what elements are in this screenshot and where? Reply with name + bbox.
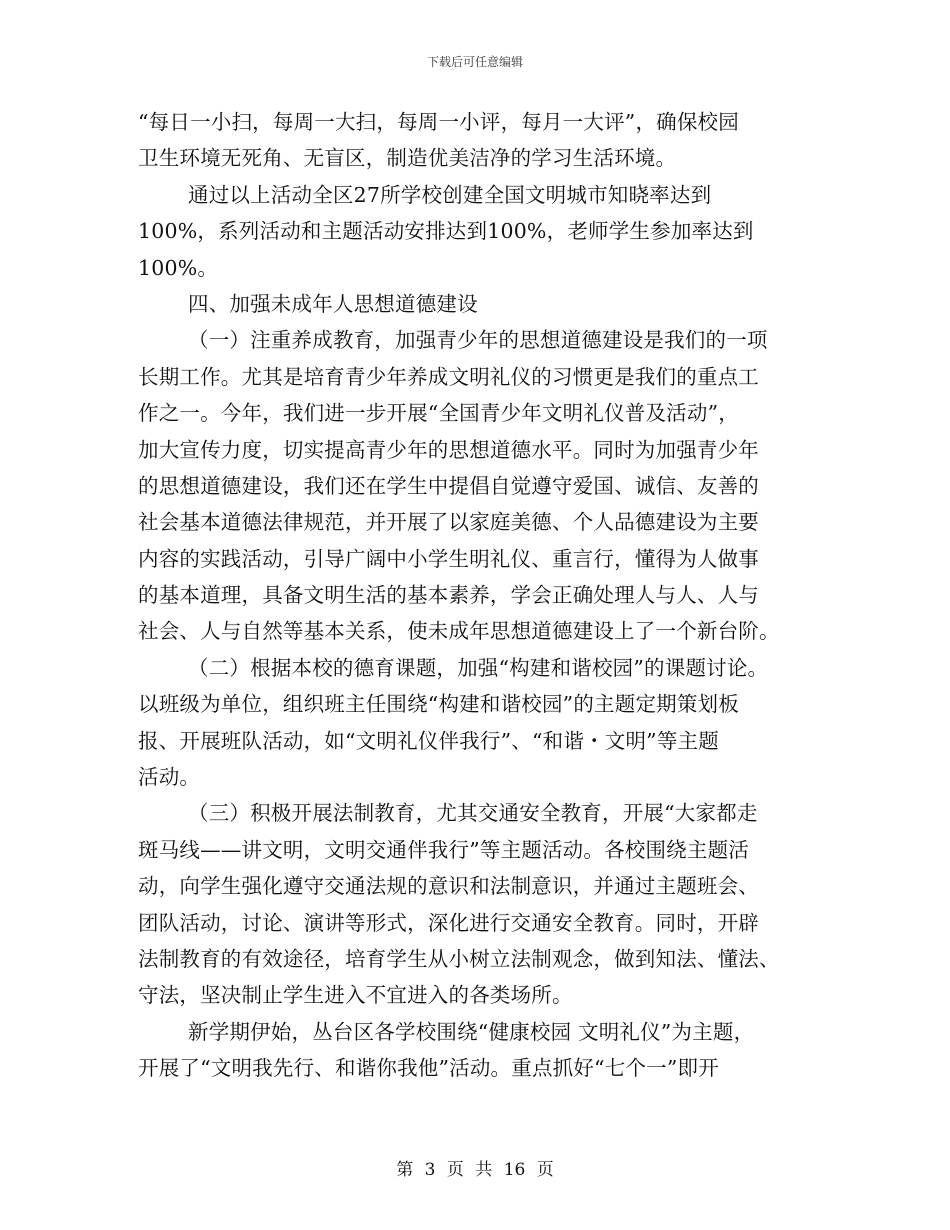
text-line: 作之一。今年，我们进一步开展“全国青少年文明礼仪普及活动”， xyxy=(138,401,739,426)
text-line: 斑马线——讲文明，文明交通伴我行”等主题活动。各校围绕主题活 xyxy=(138,837,749,862)
text-line: 法制教育的有效途径，培育学生从小树立法制观念，做到知法、懂法、 xyxy=(138,946,780,971)
text-line: 守法，坚决制止学生进入不宜进入的各类场所。 xyxy=(138,983,573,1008)
text-line: 社会基本道德法律规范，并开展了以家庭美德、个人品德建设为主要 xyxy=(138,510,759,535)
text-line: 活动。 xyxy=(138,765,201,790)
text-line: 长期工作。尤其是培育青少年养成文明礼仪的习惯更是我们的重点工 xyxy=(138,364,759,389)
text-line: 100%。 xyxy=(138,255,219,280)
text-line: 动，向学生强化遵守交通法规的意识和法制意识，并通过主题班会、 xyxy=(138,874,759,899)
text-line: 加大宣传力度，切实提高青少年的思想道德水平。同时为加强青少年 xyxy=(138,437,759,462)
text-line: 以班级为单位，组织班主任围绕“构建和谐校园”的主题定期策划板 xyxy=(138,692,739,717)
text-line: 新学期伊始，丛台区各学校围绕“健康校园 文明礼仪”为主题， xyxy=(188,1019,755,1044)
text-line: 100%，系列活动和主题活动安排达到100%，老师学生参加率达到 xyxy=(138,219,754,244)
text-line: 四、加强未成年人思想道德建设 xyxy=(188,291,478,316)
text-line: 报、开展班队活动，如“文明礼仪伴我行”、“和谐・文明”等主题 xyxy=(138,728,719,753)
text-line: 开展了“文明我先行、和谐你我他”活动。重点抓好“七个一”即开 xyxy=(138,1056,719,1081)
text-line: “每日一小扫，每周一大扫，每周一小评，每月一大评”，确保校园 xyxy=(138,110,739,134)
document-body xyxy=(138,104,818,1087)
page-header: 下载后可任意编辑 xyxy=(426,55,523,69)
page-footer: 第 3 页 共 16 页 xyxy=(396,1160,554,1180)
text-line: （二）根据本校的德育课题，加强“构建和谐校园”的课题讨论。 xyxy=(188,655,769,680)
text-line: 的思想道德建设，我们还在学生中提倡自觉遵守爱国、诚信、友善的 xyxy=(138,473,759,498)
text-line: 通过以上活动全区27所学校创建全国文明城市知晓率达到 xyxy=(188,182,712,207)
text-line: 的基本道理，具备文明生活的基本素养，学会正确处理人与人、人与 xyxy=(138,583,759,608)
text-line: 卫生环境无死角、无盲区，制造优美洁净的学习生活环境。 xyxy=(138,146,677,171)
text-line: 内容的实践活动，引导广阔中小学生明礼仪、重言行，懂得为人做事 xyxy=(138,546,759,571)
text-line: （三）积极开展法制教育，尤其交通安全教育，开展“大家都走 xyxy=(188,801,758,826)
text-line: 社会、人与自然等基本关系，使未成年思想道德建设上了一个新台阶。 xyxy=(138,619,780,644)
text-line: （一）注重养成教育，加强青少年的思想道德建设是我们的一项 xyxy=(188,328,768,353)
text-line: 团队活动，讨论、演讲等形式，深化进行交通安全教育。同时，开辟 xyxy=(138,910,759,935)
